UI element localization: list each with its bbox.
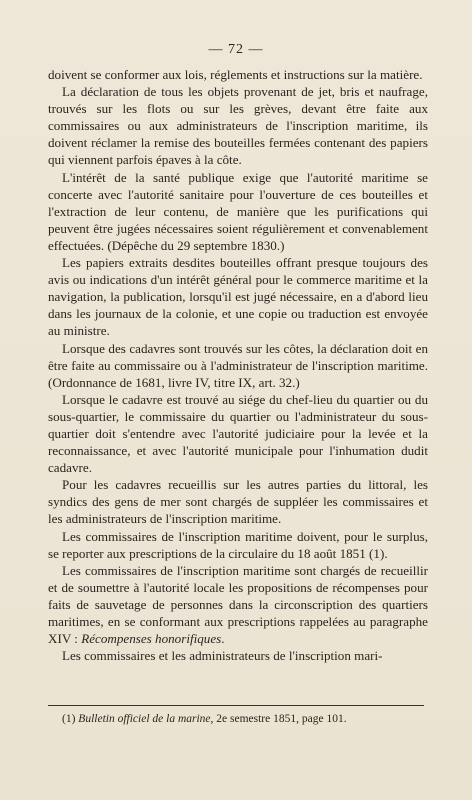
paragraph-text-end: .: [221, 631, 225, 647]
paragraph: doivent se conformer aux lois, réglements et instructions sur la matière.: [48, 67, 423, 82]
footnote-divider: [48, 705, 424, 706]
paragraph: Les commissaires et les administrateurs de l'inscription mari-: [62, 648, 383, 664]
paragraph: L'intérêt de la santé publique exige que l'autorité maritime se concerte avec l'autorité sanitaire pour l'ouverture de ces bouteilles et l'extraction de leur contenu, de manière que les purifications qui peuvent être jugées nécessaires soient régulièrement et convenablement effectuées. (Dépêche du 29 septembre 1830.): [48, 169, 428, 253]
paragraph: Les papiers extraits desdites bouteilles offrant presque toujours des avis ou indications d'un intérêt général pour le commerce maritime et la navigation, la publication, lorsqu'il est jugé nécessaire, en a d'abord lieu dans les journaux de la colonie, et une copie ou traduction est envoyée au ministre.: [48, 255, 428, 339]
page-number: — 72 —: [208, 42, 264, 57]
paragraph-text: Les commissaires de l'inscription maritime sont chargés de recueillir et de soumettre à l'autorité locale les propositions de récompenses pour faits de sauvetage de personnes dans la circonscription des quartiers maritimes, en se conformant aux prescriptions rappelées au paragraphe XIV :: [48, 562, 428, 647]
footnote: [62, 712, 428, 726]
footnote-text: , 2e semestre 1851, page 101.: [210, 713, 347, 725]
paragraph: Lorsque des cadavres sont trouvés sur les côtes, la déclaration doit en être faite au commissaire ou à l'administrateur de l'inscription maritime. (Ordonnance de 1681, livre IV, titre IX, art. 32.): [48, 340, 428, 390]
paragraph: Pour les cadavres recueillis sur les autres parties du littoral, les syndics des gens de mer sont chargés de suppléer les commissaires et les administrateurs de l'inscription maritime.: [48, 477, 428, 527]
footnote-source: Bulletin officiel de la marine: [78, 713, 211, 725]
footnote-marker: (1): [62, 713, 79, 725]
paragraph: [48, 562, 428, 647]
paragraph: Lorsque le cadavre est trouvé au siége du chef-lieu du quartier ou du sous-quartier, le commissaire du quartier ou l'administrateur du sous-quartier doit s'entendre avec l'autorité judiciaire pour la levée et la reconnaissance, et avec l'autorité municipale pour l'inhumation dudit cadavre.: [48, 391, 428, 476]
italic-reference: Récompenses honorifiques: [81, 631, 222, 647]
body-text: [48, 66, 428, 664]
paragraph: La déclaration de tous les objets provenant de jet, bris et naufrage, trouvés sur les flots ou sur les grèves, devant être faite aux commissaires ou aux administrateurs de l'inscription maritime, ils doivent réclamer la remise des bouteilles fermées contenant des papiers qui viennent parfois épaves à la côte.: [48, 84, 428, 168]
paragraph: Les commissaires de l'inscription maritime doivent, pour le surplus, se reporter aux prescriptions de la circulaire du 18 août 1851 (1).: [48, 528, 428, 561]
